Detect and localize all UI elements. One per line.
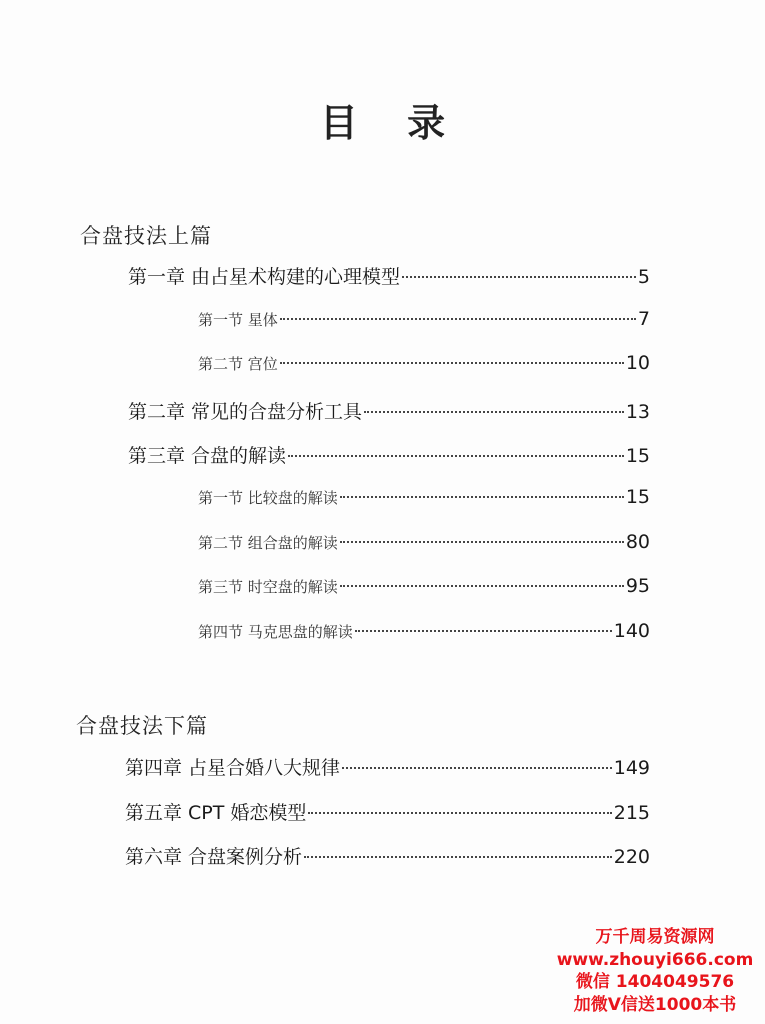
dot-leader xyxy=(340,541,624,543)
toc-entry-label: 第五章 CPT 婚恋模型 xyxy=(125,802,307,824)
toc-entry-page: 10 xyxy=(625,352,650,374)
dot-leader xyxy=(402,276,636,278)
page-title: 目 录 xyxy=(319,100,464,145)
toc-entry[interactable] xyxy=(125,842,650,869)
dot-leader xyxy=(280,318,636,320)
toc-entry[interactable] xyxy=(198,308,650,330)
toc-entry-label: 第二章 常见的合盘分析工具 xyxy=(128,401,363,423)
dot-leader xyxy=(355,630,612,632)
toc-entry[interactable] xyxy=(125,753,650,780)
toc-entry[interactable] xyxy=(198,575,650,597)
dot-leader xyxy=(340,496,624,498)
toc-entry-label: 第六章 合盘案例分析 xyxy=(125,846,303,868)
toc-entry-page: 13 xyxy=(625,401,650,423)
dot-leader xyxy=(342,767,612,769)
toc-entry[interactable] xyxy=(198,531,650,553)
watermark-url: www.zhouyi666.com xyxy=(556,949,754,970)
part-heading-lower: 合盘技法下篇 xyxy=(76,714,208,738)
toc-entry-label: 第三节 时空盘的解读 xyxy=(198,578,338,596)
toc-entry-label: 第四章 占星合婚八大规律 xyxy=(125,757,341,779)
toc-entry[interactable] xyxy=(128,262,650,289)
toc-entry[interactable] xyxy=(198,352,650,374)
toc-entry-page: 80 xyxy=(625,531,650,553)
toc-entry-label: 第三章 合盘的解读 xyxy=(128,445,287,467)
toc-entry-page: 15 xyxy=(625,445,650,467)
toc-entry-label: 第一节 星体 xyxy=(198,311,278,329)
toc-entry[interactable] xyxy=(198,620,650,642)
toc-entry-page: 215 xyxy=(613,802,650,824)
toc-entry-page: 95 xyxy=(625,575,650,597)
watermark-site-name: 万千周易资源网 xyxy=(595,927,715,947)
dot-leader xyxy=(304,856,612,858)
dot-leader xyxy=(364,411,624,413)
toc-entry-page: 5 xyxy=(637,266,650,288)
toc-entry-page: 15 xyxy=(625,486,650,508)
watermark-wechat: 微信 1404049576 xyxy=(575,972,735,992)
toc-entry[interactable] xyxy=(198,486,650,508)
toc-entry[interactable] xyxy=(128,397,650,424)
toc-entry-page: 220 xyxy=(613,846,650,868)
toc-entry-label: 第一章 由占星术构建的心理模型 xyxy=(128,266,401,288)
toc-entry-label: 第二节 宫位 xyxy=(198,355,278,373)
toc-entry-label: 第一节 比较盘的解读 xyxy=(198,489,338,507)
toc-entry[interactable] xyxy=(128,441,650,468)
dot-leader xyxy=(308,812,611,814)
toc-entry-label: 第四节 马克思盘的解读 xyxy=(198,623,353,641)
toc-entry[interactable] xyxy=(125,798,650,825)
toc-entry-label: 第二节 组合盘的解读 xyxy=(198,534,338,552)
part-heading-upper: 合盘技法上篇 xyxy=(80,224,212,248)
watermark xyxy=(555,926,755,1016)
dot-leader xyxy=(280,362,624,364)
dot-leader xyxy=(340,585,624,587)
watermark-promo: 加微V信送1000本书 xyxy=(573,994,737,1015)
toc-entry-page: 149 xyxy=(613,757,650,779)
toc-entry-page: 7 xyxy=(637,308,650,330)
dot-leader xyxy=(288,455,624,457)
toc-entry-page: 140 xyxy=(613,620,650,642)
